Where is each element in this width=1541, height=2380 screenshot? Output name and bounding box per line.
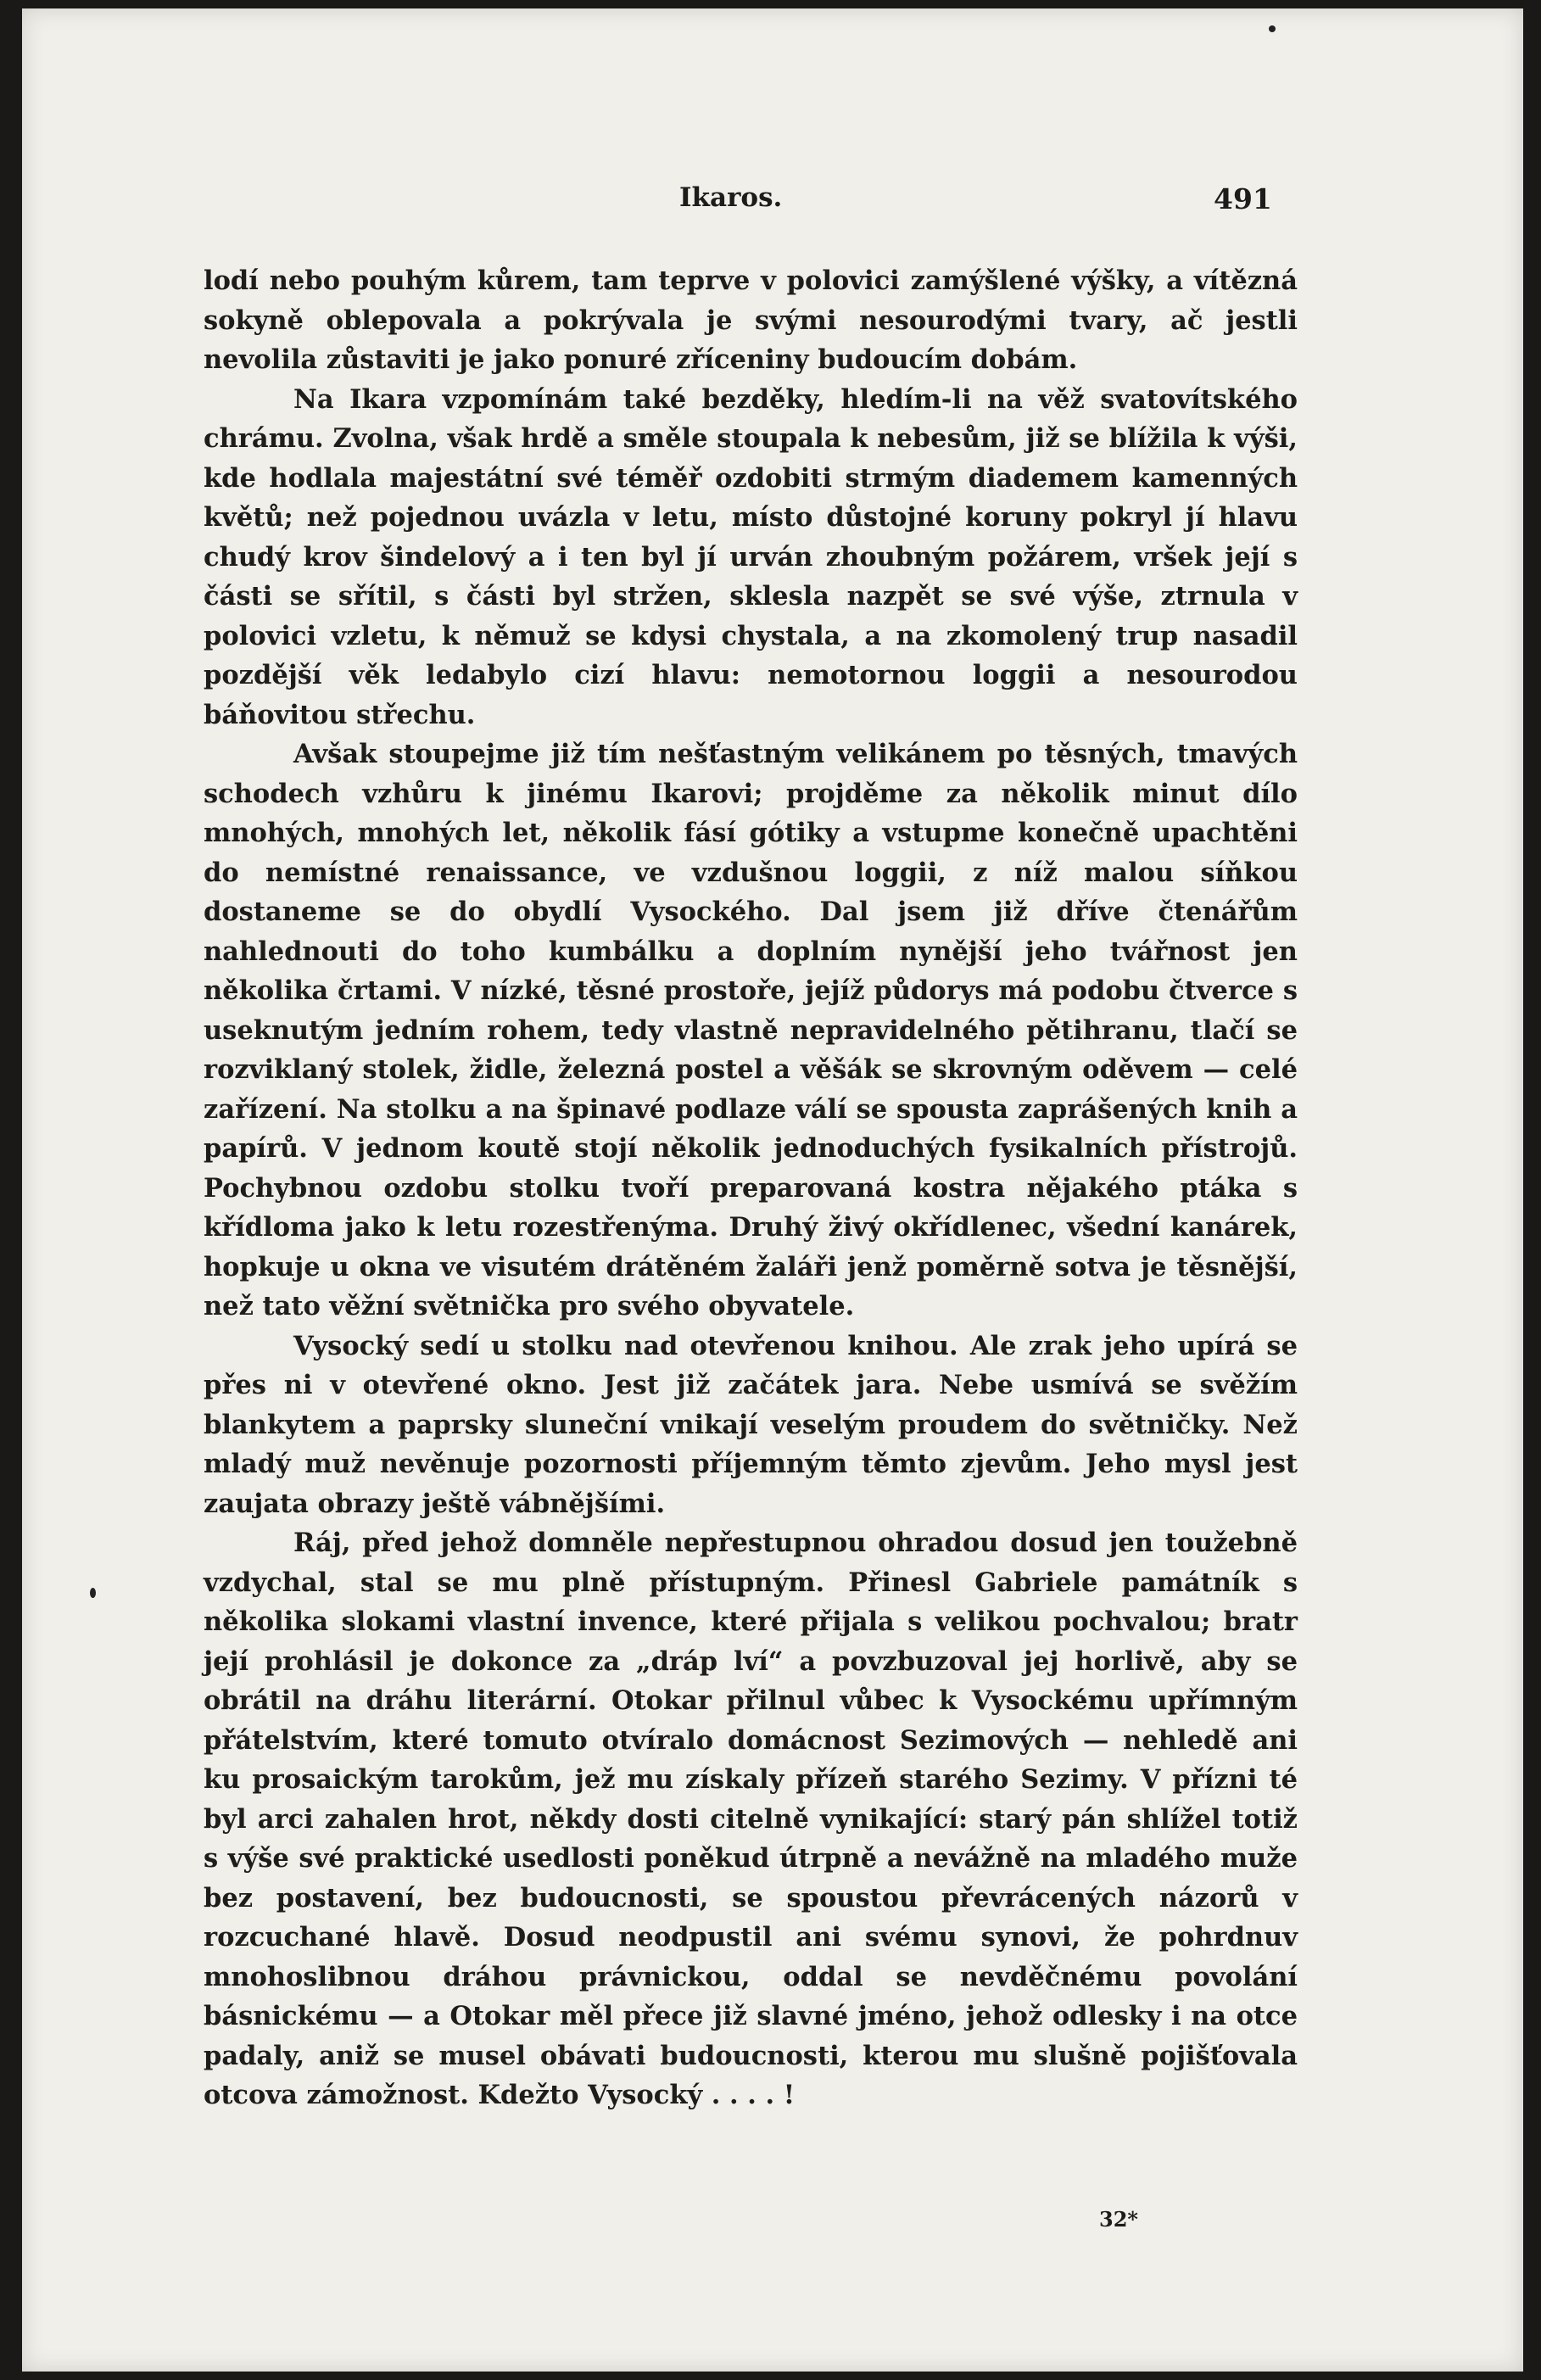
page-header [22,182,1523,233]
page-number: 491 [1214,182,1272,215]
ink-speck [90,1588,96,1598]
paragraph-1: lodí nebo pouhým kůrem, tam teprve v polovici zamýšlené výšky, a vítězná sokyně oblepovala a pokrývala je svými nesourodými tvary, ač jestli nevolila zůstaviti je jako ponuré zříceniny budoucím dobám. [204,265,1298,375]
paragraph-2: Na Ikara vzpomínám také bezděky, hledím-li na věž svatovítského chrámu. Zvolna, však hrdě a směle stoupala k nebesům, již se blížila k výši, kde hodlala majestátní své téměř ozdobiti strmým diademem kamenných květů; než pojednou uvázla v letu, místo důstojné koruny pokryl jí hlavu chudý krov šindelový a i ten byl jí urván zhoubným požárem, vršek její s části se sřítil, s části byl stržen, sklesla nazpět se své výše, ztrnula v polovici vzletu, k němuž se kdysi chystala, a na zkomolený trup nasadil pozdější věk ledabylo cizí hlavu: nemotornou loggii a nesourodou báňovitou střechu. [204,383,1298,730]
printer-signature-mark: 32* [1099,2207,1138,2232]
paragraph-3: Avšak stoupejme již tím nešťastným velikánem po těsných, tmavých schodech vzhůru k jinému Ikarovi; projděme za několik minut dílo mnohých, mnohých let, několik fásí gótiky a vstupme konečně upachtěni do nemístné renaissance, ve vzdušnou loggii, z níž malou síňkou dostaneme se do obydlí Vysockého. Dal jsem již dříve čtenářům nahlednouti do toho kumbálku a doplním nynější jeho tvářnost jen několika črtami. V nízké, těsné prostoře, jejíž půdorys má podobu čtverce s useknutým jedním rohem, tedy vlastně nepravidelného pětihranu, tlačí se rozviklaný stolek, židle, železná postel a věšák se skrovným oděvem — celé zařízení. Na stolku a na špinavé podlaze válí se spousta zaprášených knih a papírů. V jednom koutě stojí několik jednoduchých fysikalních přístrojů. Pochybnou ozdobu stolku tvoří preparovaná kostra nějakého ptáka s křídloma jako k letu rozestřenýma. Druhý živý okřídlenec, všední kanárek, hopkuje u okna ve visutém drátěném žaláři jenž poměrně sotva je těsnější, než tato věžní světnička pro svého obyvatele. [204,739,1298,1321]
book-page [22,8,1523,2372]
paragraph-5: Ráj, před jehož domněle nepřestupnou ohradou dosud jen toužebně vzdychal, stal se mu plně přístupným. Přinesl Gabriele památník s několika slokami vlastní invence, které přijala s velikou pochvalou; bratr její prohlásil je dokonce za „dráp lví“ a povzbuzoval jej horlivě, aby se obrátil na dráhu literární. Otokar přilnul vůbec k Vysockému upřímným přátelstvím, které tomuto otvíralo domácnost Sezimových — nehledě ani ku prosaickým tarokům, jež mu získaly přízeň starého Sezimy. V přízni té byl arci zahalen hrot, někdy dosti citelně vynikající: starý pán shlížel totiž s výše své praktické usedlosti poněkud útrpně a nevážně na mladého muže bez postavení, bez budoucnosti, se spoustou převrácených názorů v rozcuchané hlavě. Dosud neodpustil ani svému synovi, že pohrdnuv mnohoslibnou dráhou právnickou, oddal se nevděčnému povolání básnickému — a Otokar měl přece již slavné jméno, jehož odlesky i na otce padaly, aniž se musel obávati budoucnosti, kterou mu slušně pojišťovala otcova zámožnost. Kdežto Vysocký . . . . ! [204,1528,1298,2110]
body-text [204,261,1298,2115]
paragraph-4: Vysocký sedí u stolku nad otevřenou knihou. Ale zrak jeho upírá se přes ni v otevřené okno. Jest již začátek jara. Nebe usmívá se svěžím blankytem a paprsky sluneční vnikají veselým proudem do světničky. Než mladý muž nevěnuje pozornosti příjemným těmto zjevům. Jeho mysl jest zaujata obrazy ještě vábnějšími. [204,1330,1298,1519]
ink-speck [1269,25,1276,32]
running-head: Ikaros. [679,182,783,213]
